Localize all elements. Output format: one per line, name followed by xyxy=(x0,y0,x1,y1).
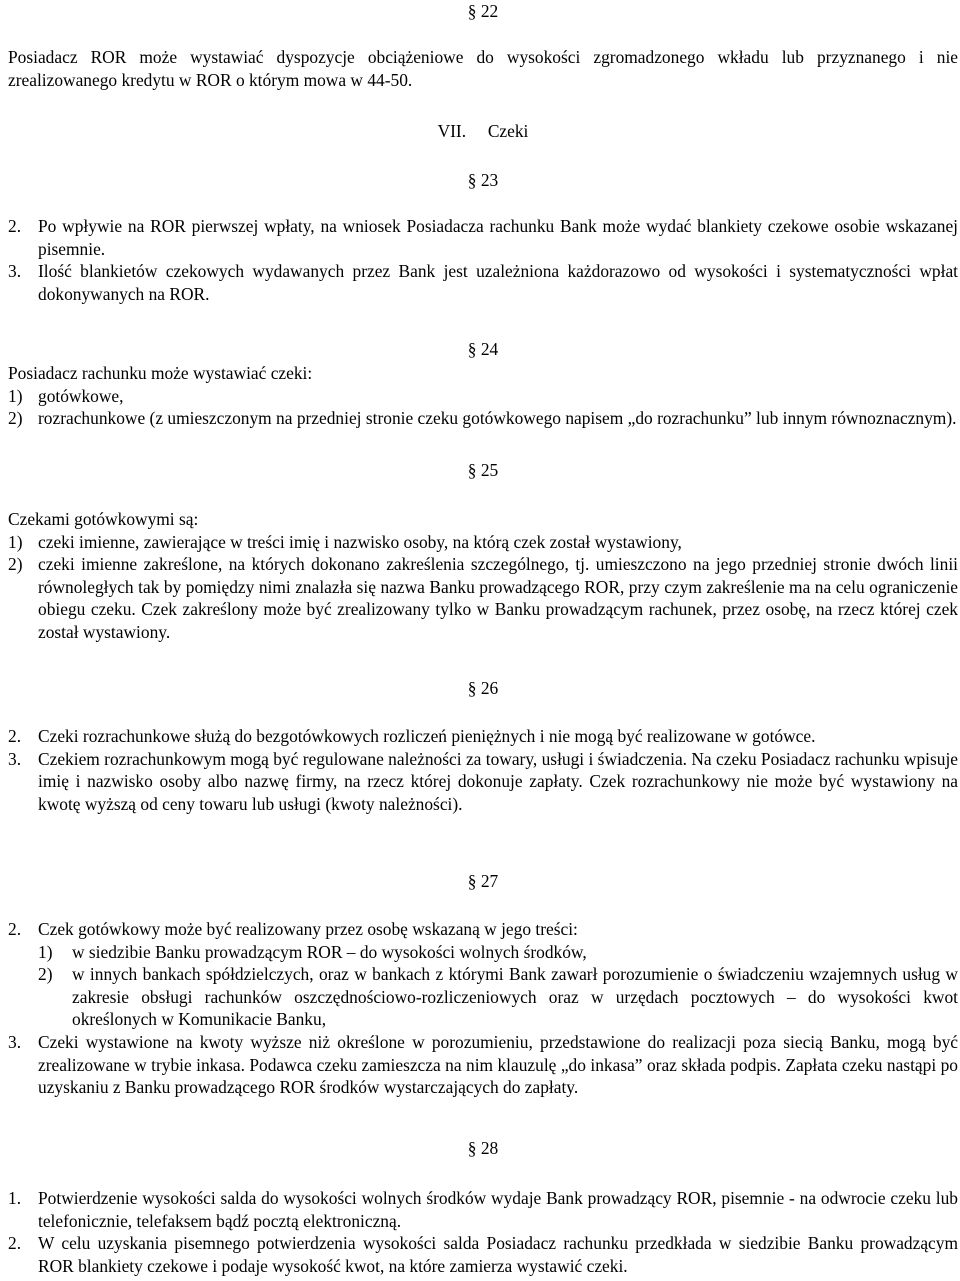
section-27-heading xyxy=(8,870,958,893)
section-symbol: § xyxy=(467,871,477,891)
item-text: Czek gotówkowy może być realizowany przez osobę wskazaną w jego treści: xyxy=(38,919,578,939)
section-28-list xyxy=(8,1187,958,1277)
section-symbol: § xyxy=(467,170,477,190)
item-number: 2) xyxy=(8,554,23,575)
item-number: 1) xyxy=(38,941,53,962)
section-25-heading xyxy=(8,459,958,482)
list-item xyxy=(8,215,958,260)
sub-list-item xyxy=(8,963,958,1031)
section-number: 27 xyxy=(480,871,499,891)
section-22-paragraph: Posiadacz ROR może wystawiać dyspozycje obciążeniowe do wysokości zgromadzonego wkładu lub przyznanego i nie zrealizowanego kredytu w ROR o którym mowa w 44-50. xyxy=(8,47,958,90)
list-item xyxy=(8,1187,958,1232)
item-text: rozrachunkowe (z umieszczonym na przedniej stronie czeku gotówkowego napisem „do rozrachunku” lub innym równoznacznym). xyxy=(38,408,957,429)
list-item xyxy=(8,385,958,408)
item-text: W celu uzyskania pisemnego potwierdzenia wysokości salda Posiadacz rachunku przedkłada w siedzibie Banku prowadzącym ROR blankiety czekowe i podaje wysokość kwot, na które zamierza wystawić czeki. xyxy=(38,1233,958,1276)
item-number: 2) xyxy=(8,408,23,429)
item-text: w siedzibie Banku prowadzącym ROR – do wysokości wolnych środków, xyxy=(72,941,587,962)
section-24-heading xyxy=(8,338,958,361)
section-27-list xyxy=(8,918,958,1099)
list-item xyxy=(8,918,958,941)
section-intro: Czekami gotówkowymi są: xyxy=(8,509,199,529)
list-item xyxy=(8,407,958,430)
section-number: 22 xyxy=(480,1,499,21)
section-number: 26 xyxy=(480,678,499,698)
item-number: 3. xyxy=(8,261,22,282)
list-item xyxy=(8,553,958,643)
item-text: Czeki rozrachunkowe służą do bezgotówkowych rozliczeń pieniężnych i nie mogą być realizowane w gotówce. xyxy=(38,726,816,746)
item-text: Ilość blankietów czekowych wydawanych przez Bank jest uzależniona każdorazowo od wysokości i systematyczności wpłat dokonywanych na ROR. xyxy=(38,261,958,304)
section-symbol: § xyxy=(467,460,477,480)
section-22-heading xyxy=(8,0,958,23)
chapter-roman: VII. xyxy=(437,121,467,141)
section-symbol: § xyxy=(467,1,477,21)
item-number: 1) xyxy=(8,385,23,406)
item-text: czeki imienne zakreślone, na których dokonano zakreślenia szczególnego, tj. umieszczono na jego przedniej stronie dwóch linii równoległych tak by pomiędzy nimi znalazła się nazwa Banku prowadzącego ROR, przy czym zakreślenie ma na celu ograniczenie obiegu czeku. Czek zakreślony może być zrealizowany tylko w Banku prowadzącym rachunek, przez osobę, na rzecz której czek został wystawiony. xyxy=(38,554,958,642)
section-23-list xyxy=(8,215,958,305)
section-intro: Posiadacz rachunku może wystawiać czeki: xyxy=(8,363,313,383)
list-item xyxy=(8,1031,958,1099)
item-number: 3. xyxy=(8,1031,22,1052)
section-25-list xyxy=(8,508,958,644)
list-item xyxy=(8,260,958,305)
section-number: 28 xyxy=(480,1138,499,1158)
section-symbol: § xyxy=(467,1138,477,1158)
list-item xyxy=(8,531,958,554)
section-symbol: § xyxy=(467,339,477,359)
item-number: 2) xyxy=(38,964,53,985)
item-text: gotówkowe, xyxy=(38,385,124,406)
chapter-title: Czeki xyxy=(487,121,529,141)
section-number: 24 xyxy=(480,339,499,359)
chapter-heading xyxy=(8,120,958,143)
section-24-list xyxy=(8,362,958,430)
item-text: Czekiem rozrachunkowym mogą być regulowane należności za towary, usługi i świadczenia. Na czeku Posiadacz rachunku wpisuje imię i nazwisko osoby albo nazwę firmy, na rzecz której dokonuje zapłaty. Czek rozrachunkowy nie może być wystawiony na kwotę wyższą od ceny towaru lub usługi (kwoty należności). xyxy=(38,748,958,814)
section-23-heading xyxy=(8,169,958,192)
list-item xyxy=(8,1232,958,1277)
section-26-list xyxy=(8,725,958,815)
item-number: 2. xyxy=(8,726,22,746)
section-26-heading xyxy=(8,677,958,700)
item-number: 2. xyxy=(8,919,22,939)
item-number: 3. xyxy=(8,748,22,769)
item-number: 2. xyxy=(8,216,22,236)
item-text: w innych bankach spółdzielczych, oraz w bankach z którymi Bank zawarł porozumienie o świadczeniu wzajemnych usług w zakresie obsługi rachunków oszczędnościowo-rozliczeniowych oraz w urzędach pocztowych – do wysokości kwot określonych w Komunikacie Banku, xyxy=(72,964,958,1030)
item-text: Potwierdzenie wysokości salda do wysokości wolnych środków wydaje Bank prowadzący ROR, pisemnie - na odwrocie czeku lub telefonicznie, telefaksem bądź pocztą elektroniczną. xyxy=(38,1188,958,1231)
list-item xyxy=(8,725,958,748)
item-text: Po wpływie na ROR pierwszej wpłaty, na wniosek Posiadacza rachunku Bank może wydać blankiety czekowe osobie wskazanej pisemnie. xyxy=(38,216,958,259)
item-number: 2. xyxy=(8,1233,22,1254)
list-item xyxy=(8,748,958,816)
section-28-heading xyxy=(8,1137,958,1160)
sub-list-item xyxy=(8,941,958,964)
section-number: 23 xyxy=(480,170,499,190)
item-text: czeki imienne, zawierające w treści imię i nazwisko osoby, na którą czek został wystawiony, xyxy=(38,531,682,552)
item-number: 1) xyxy=(8,531,23,552)
section-symbol: § xyxy=(467,678,477,698)
section-number: 25 xyxy=(480,460,499,480)
item-text: Czeki wystawione na kwoty wyższe niż określone w porozumieniu, przedstawione do realizacji poza siecią Banku, mogą być zrealizowane w trybie inkasa. Podawca czeku zamieszcza na nim klauzulę „do inkasa” oraz składa podpis. Zapłata czeku nastąpi po uzyskaniu z Banku prowadzącego ROR środków wystarczających do zapłaty. xyxy=(38,1031,958,1098)
item-number: 1. xyxy=(8,1188,22,1208)
